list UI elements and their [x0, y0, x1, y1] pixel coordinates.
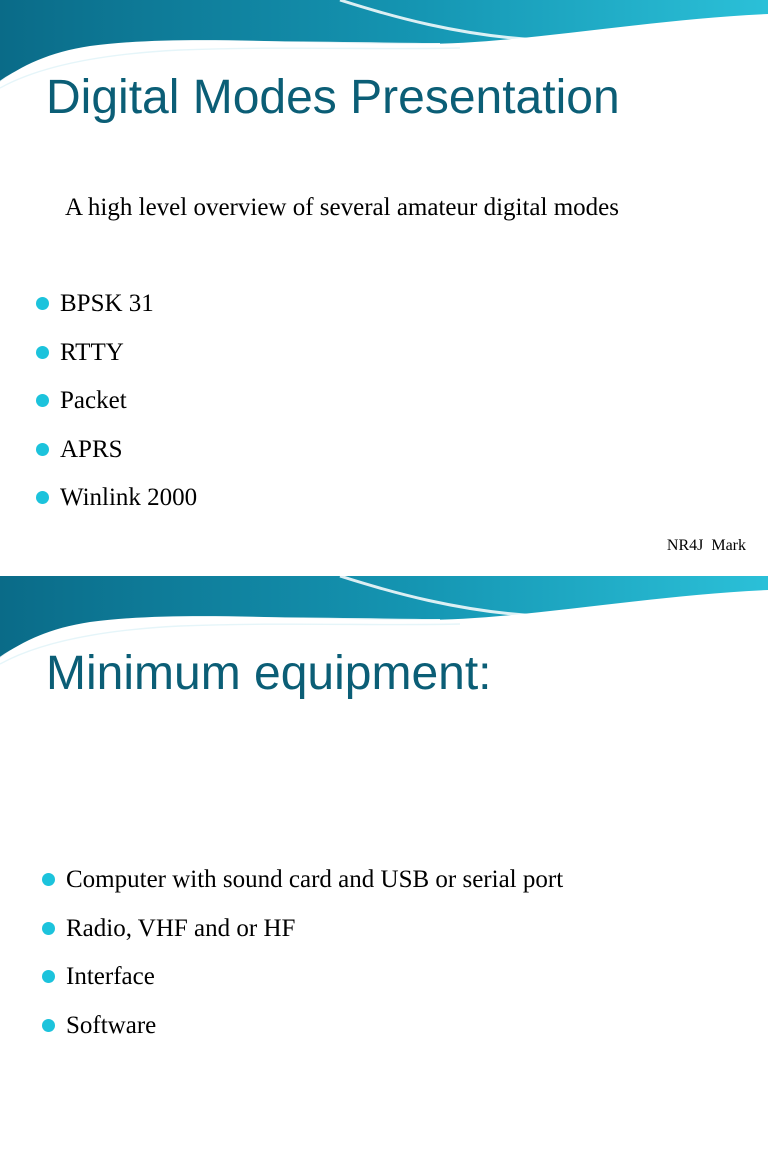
bullet-dot-icon	[36, 346, 49, 359]
slide-title: Minimum equipment:	[46, 647, 492, 700]
list-item-text: Software	[66, 1011, 157, 1039]
bullet-dot-icon	[36, 394, 49, 407]
list-item-text: Winlink 2000	[60, 484, 198, 511]
bullet-dot-icon	[42, 922, 55, 935]
bullet-dot-icon	[42, 1019, 55, 1032]
list-item-text: BPSK 31	[60, 290, 154, 317]
list-item-text: Packet	[60, 387, 127, 414]
list-item-text: Radio, VHF and or HF	[66, 914, 296, 942]
list-item-text: Computer with sound card and USB or serial port	[66, 866, 564, 893]
bullet-dot-icon	[42, 970, 55, 983]
bullet-dot-icon	[36, 491, 49, 504]
list-item-text: APRS	[60, 435, 123, 463]
list-item-text: RTTY	[60, 338, 124, 366]
slide-subtitle: A high level overview of several amateur digital modes	[65, 194, 619, 221]
list-item-text: Interface	[66, 963, 155, 990]
bullet-dot-icon	[36, 297, 49, 310]
bullet-dot-icon	[36, 443, 49, 456]
slide-title: Digital Modes Presentation	[46, 71, 620, 124]
bullet-dot-icon	[42, 873, 55, 886]
slide-footer: NR4J Mark	[666, 537, 746, 554]
slide-2	[0, 576, 768, 1152]
